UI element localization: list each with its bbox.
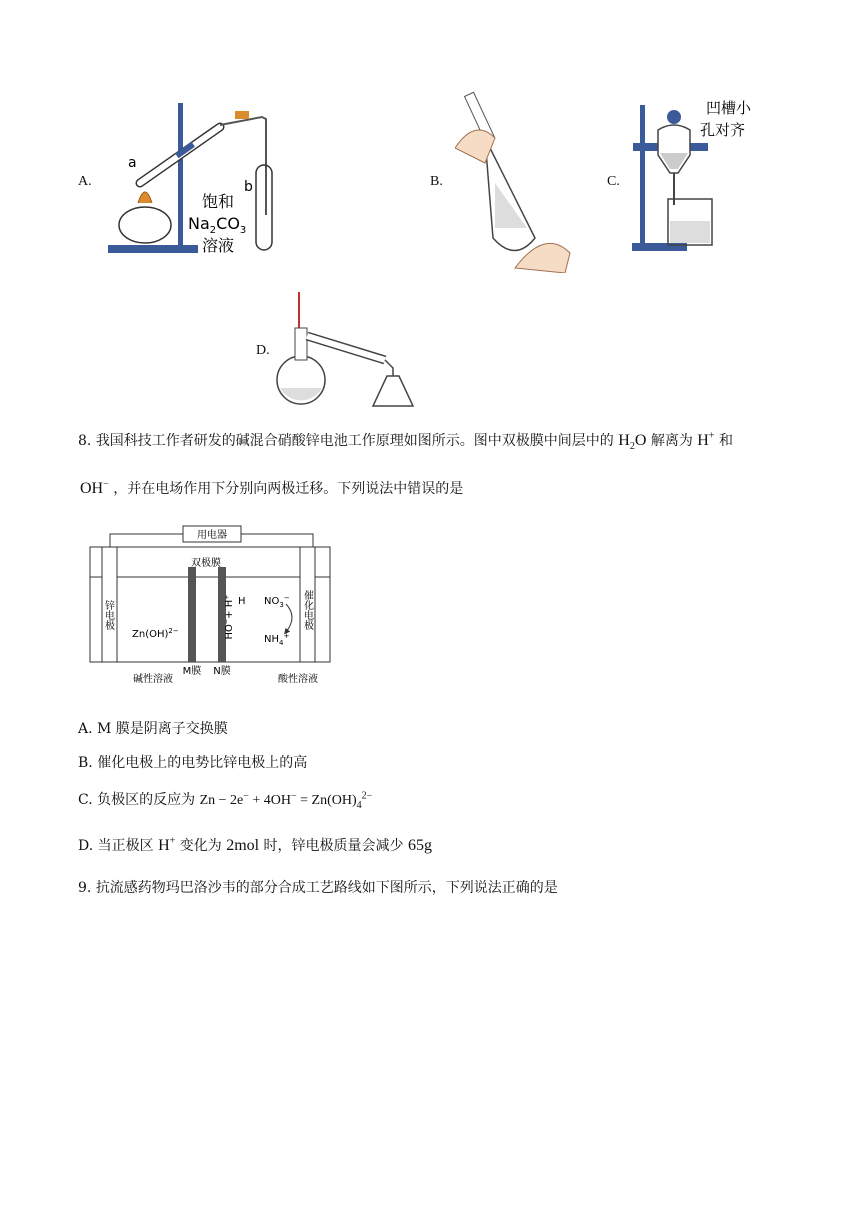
figure-d-distillation-apparatus [275,288,425,416]
q8-option-a: A. M 膜是阴离子交换膜 [78,721,228,737]
nitrate-label: $NO_3^-$ [264,594,290,609]
figure-b-separatory-funnel-shaking [455,88,575,273]
ammonium-label: $NH_4^+$ [264,632,290,647]
zinc-electrode-label: 锌电极 [102,600,114,630]
label-b: b [244,179,253,195]
negative-electrode-equation: $Zn - 2e^- + 4OH^- = Zn(OH)_4^{2-}$ [199,790,373,811]
option-b-label: B. [430,174,443,189]
q8-stem-part1: 我国科技工作者研发的碱混合硝酸锌电池工作原理如图所示。图中双极膜中间层中的 [95,433,614,449]
annotation-line-1: 凹槽小 [706,99,752,117]
q9-stem: 9. 抗流感药物玛巴洛沙韦的部分合成工艺路线如下图所示，下列说法正确的是 [78,880,558,896]
mass-value: 65g [408,837,432,854]
figure-c-separatory-funnel-stand [628,95,758,260]
figure-a-esterification-apparatus [100,95,290,265]
acidic-solution-label: 酸性溶液 [278,674,318,685]
option-a-label: A. [78,174,92,189]
q8-stem-line2 [80,478,463,498]
q8-option-d: D. 当正极区 H+ 变化为 2mol 时，锌电极质量会减少 65g [78,835,432,854]
q8-stem-part3: 和 [718,433,733,449]
battery-diagram [88,522,343,687]
m-membrane-label: M膜 [182,666,202,677]
h-label: H [238,596,246,607]
h-plus-formula: H+ [697,430,715,449]
solution-label-2: $Na_2CO_3$ [188,214,247,236]
q8-stem-part2: 解离为 [650,433,693,449]
q8-stem-line1 [78,430,733,452]
h2o-formula: $H_2O$ [618,432,647,453]
h-plus-formula: H+ [158,835,176,854]
solution-label-1: 饱和 [202,192,235,211]
option-c-label: C. [607,174,620,189]
label-a: a [128,155,137,171]
annotation-line-2: 孔对齐 [700,121,746,139]
q8-stem-part4: ，并在电场作用下分别向两极迁移。下列说法中错误的是 [113,481,464,497]
alkaline-solution-label: 碱性溶液 [133,674,173,685]
device-label: 用电器 [197,530,227,541]
option-d-label: D. [256,343,270,358]
catalytic-electrode-label: 催化电极 [301,590,313,630]
q8-option-c: C. 负极区的反应为 $Zn - 2e^- + 4OH^- = Zn(OH)_4^{2-}$ [78,790,373,811]
n-membrane-label: N膜 [213,666,231,677]
bipolar-membrane-label: 双极膜 [191,558,221,569]
oh-minus-formula: OH− [80,478,109,497]
membrane-ions-label: HO⁻+ H⁺ [224,594,235,640]
zincate-label: Zn(OH)$^{2-}$ [132,627,179,640]
amount-value: 2mol [226,837,260,854]
question-number: 9. [78,880,92,896]
question-number: 8. [78,433,92,449]
solution-label-3: 溶液 [202,236,235,255]
q8-option-b: B. 催化电极上的电势比锌电极上的高 [78,755,308,771]
